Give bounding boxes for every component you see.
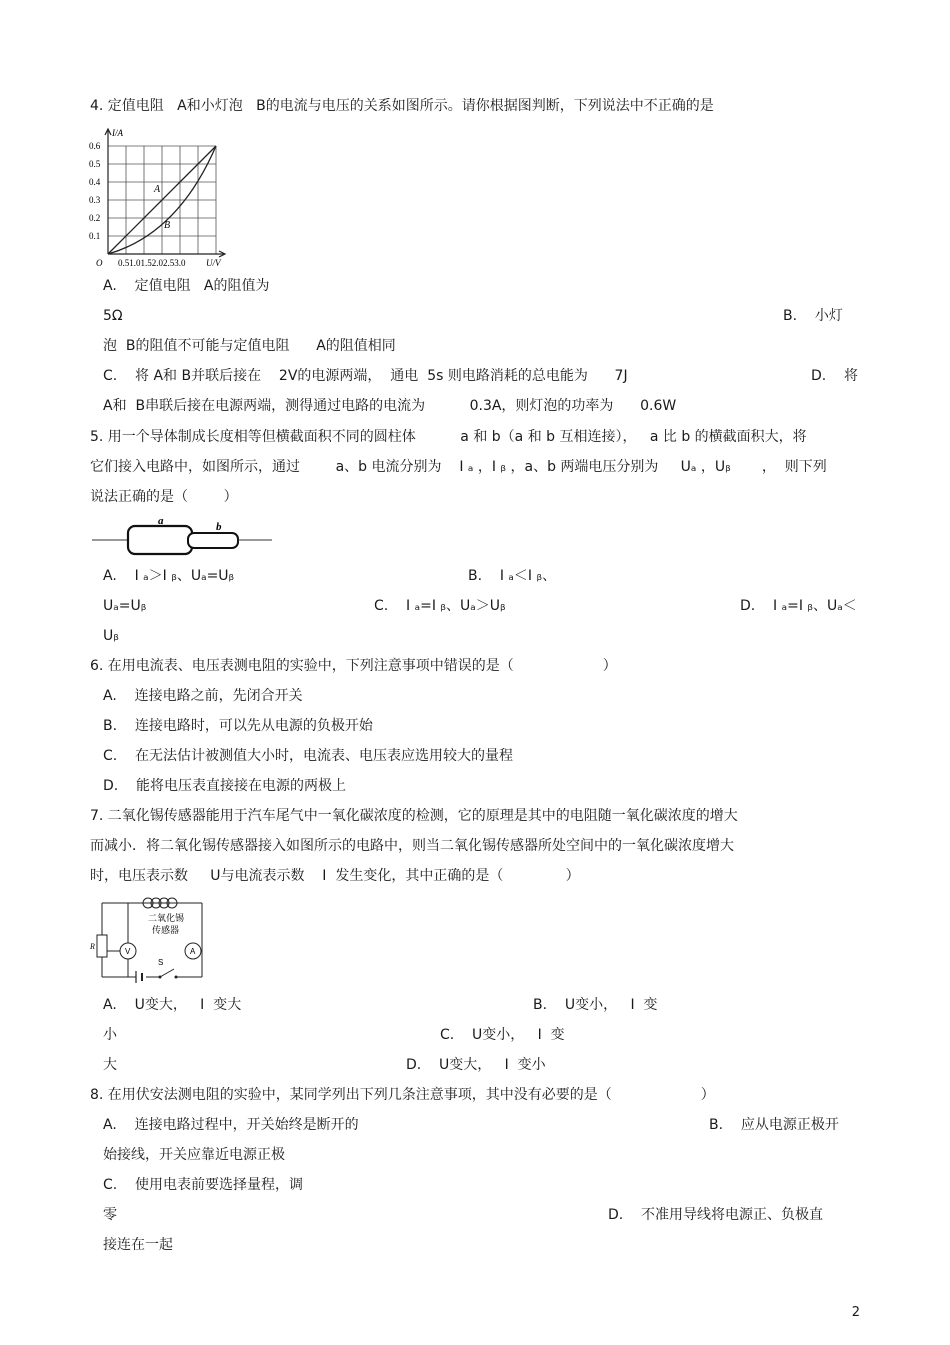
q7-stem-line-1: 7. 二氧化锡传感器能用于汽车尾气中一氧化碳浓度的检测，它的原理是其中的电阻随一氧化碳浓度的增大 [90,808,738,824]
q6-option-a: A. 连接电路之前，先闭合开关 [103,688,303,704]
q6-option-d: D. 能将电压表直接接在电源的两极上 [103,778,347,794]
q4-curve-a-label: A [154,184,161,195]
q8-option-c-cont: 零 [103,1207,117,1223]
q7-sensor-label-2: 传感器 [152,926,180,936]
q5-option-c: C. I ₐ=I ᵦ、Uₐ＞Uᵦ [374,598,506,614]
q7-label-v: V [125,947,131,956]
q7-label-r: R [90,942,95,951]
q7-sensor-label-1: 二氧化锡 [148,914,185,924]
q5-conductor-b [188,533,238,548]
q7-circuit-svg [90,893,208,987]
q5-stem-line-1: 5. 用一个导体制成长度相等但横截面积不同的圆柱体 a 和 b（a 和 b 互相连接）， a 比 b 的横截面积大，将 [90,429,807,445]
q5-conductor-figure [92,514,272,560]
q4-option-a: A. 定值电阻 A的阻值为 [103,278,270,294]
q7-stem-line-3: 时，电压表示数 U与电流表示数 I 发生变化，其中正确的是（ ） [90,868,580,884]
q8-option-b-cont: 始接线，开关应靠近电源正极 [103,1147,285,1163]
q4-y-axis-label: I/A [112,128,123,138]
q4-y-tick: 0.2 [89,213,101,223]
q4-x-ticks: 0.51.01.52.02.53.0 [118,258,186,268]
q6-option-b: B. 连接电路时，可以先从电源的负极开始 [103,718,373,734]
q4-y-tick: 0.4 [89,177,101,187]
q4-option-a-cont: 5Ω [103,308,123,324]
q5-stem-line-3: 说法正确的是（ ） [90,489,238,505]
q5-label-a: a [158,515,164,527]
q5-conductor-svg [92,514,272,560]
q8-stem: 8. 在用伏安法测电阻的实验中，某同学列出下列几条注意事项，其中没有必要的是（ ） [90,1087,715,1103]
q4-iu-chart-svg [88,124,228,270]
q4-option-d-cont: A和 B串联后接在电源两端，测得通过电路的电流为 0.3A，则灯泡的功率为 0.6W [103,398,677,414]
q5-option-d: D. I ₐ=I ᵦ、Uₐ＜ [740,598,857,614]
q4-option-c: C. 将 A和 B并联后接在 2V的电源两端， 通电 5s 则电路消耗的总电能为 7J [103,368,628,384]
q7-option-b: B. U变小， I 变 [533,997,658,1013]
q7-label-s: S [158,958,164,967]
q4-iu-chart [88,124,228,270]
q5-label-b: b [216,521,222,533]
q4-option-b: B. 小灯 [783,308,843,324]
q5-option-b-cont: Uₐ=Uᵦ [103,598,147,614]
q8-option-b: B. 应从电源正极开 [709,1117,839,1133]
q4-y-tick: 0.5 [89,159,101,169]
q7-stem-line-2: 而减小．将二氧化锡传感器接入如图所示的电路中，则当二氧化锡传感器所处空间中的一氧化碳浓度增大 [90,838,734,854]
q7-option-c-cont: 大 [103,1057,117,1073]
q6-stem: 6. 在用电流表、电压表测电阻的实验中，下列注意事项中错误的是（ ） [90,658,617,674]
q4-y-tick: 0.3 [89,195,101,205]
q7-option-b-cont: 小 [103,1027,117,1043]
q5-option-a: A. I ₐ＞I ᵦ、Uₐ=Uᵦ [103,568,235,584]
q5-option-b: B. I ₐ＜I ᵦ、 [468,568,557,584]
q4-option-b-cont: 泡 B的阻值不可能与定值电阻 A的阻值相同 [103,338,396,354]
q4-curve-b-label: B [164,220,171,231]
q8-option-c: C. 使用电表前要选择量程，调 [103,1177,304,1193]
q5-stem-line-2: 它们接入电路中，如图所示，通过 a、b 电流分别为 I ₐ ，I ᵦ ，a、b 两端电压分别为 Uₐ ，Uᵦ ， 则下列 [90,459,827,475]
q7-option-a: A. U变大， I 变大 [103,997,242,1013]
q4-x-axis-label: U/V [206,258,221,268]
q6-option-c: C. 在无法估计被测值大小时，电流表、电压表应选用较大的量程 [103,748,514,764]
q8-option-d: D. 不准用导线将电源正、负极直 [608,1207,824,1223]
q7-circuit-figure [90,893,208,987]
q4-axes [105,129,225,257]
q5-conductor-a [128,526,192,554]
page-number: 2 [851,1305,860,1320]
q4-stem: 4. 定值电阻 A和小灯泡 B的电流与电压的关系如图所示。请你根据图判断，下列说法中不正确的是 [90,98,714,114]
q4-y-tick: 0.1 [89,231,101,241]
q4-y-tick: 0.6 [89,141,101,151]
q8-option-d-cont: 接连在一起 [103,1237,173,1253]
q7-label-a: A [190,947,196,956]
q4-origin-label: O [96,258,103,268]
q4-option-d: D. 将 [811,368,859,384]
q8-option-a: A. 连接电路过程中，开关始终是断开的 [103,1117,359,1133]
q7-option-c: C. U变小， I 变 [440,1027,565,1043]
q7-option-d: D. U变大， I 变小 [406,1057,546,1073]
q7-switch [160,969,174,977]
q5-option-d-cont: Uᵦ [103,628,119,644]
q7-resistor-r [97,935,107,957]
